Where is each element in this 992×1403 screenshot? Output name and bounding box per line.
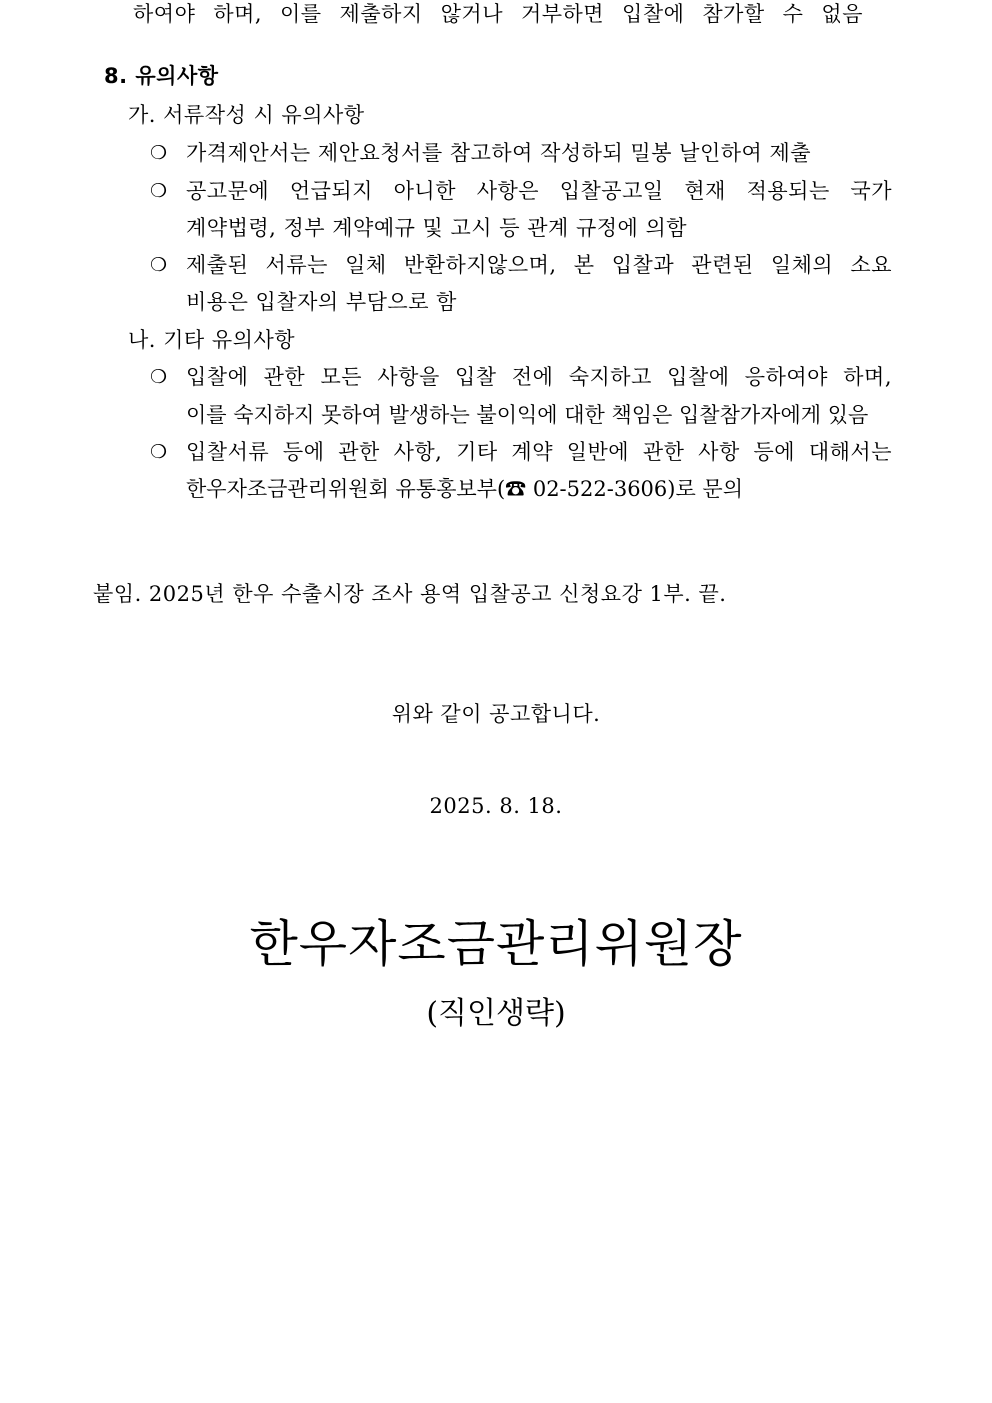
circle-bullet-icon: ❍ (150, 441, 168, 463)
continuation-line: 하여야 하며, 이를 제출하지 않거나 거부하면 입찰에 참가할 수 없음 (133, 2, 863, 26)
list-item (150, 363, 892, 391)
circle-bullet-icon: ❍ (150, 254, 168, 276)
closing-statement: 위와 같이 공고합니다. (391, 702, 601, 726)
list-item-continuation: 이를 숙지하지 못하여 발생하는 불이익에 대한 책임은 입찰참가자에게 있음 (186, 403, 869, 427)
list-item-text: 입찰에 관한 모든 사항을 입찰 전에 숙지하고 입찰에 응하여야 하며, (186, 365, 892, 389)
list-item (150, 139, 892, 167)
seal-omitted-note: (직인생략) (426, 996, 566, 1031)
list-item-text: 제출된 서류는 일체 반환하지않으며, 본 입찰과 관련된 일체의 소요 (186, 253, 892, 277)
circle-bullet-icon: ❍ (150, 366, 168, 388)
notice-date: 2025. 8. 18. (429, 794, 563, 818)
list-item-text: 가격제안서는 제안요청서를 참고하여 작성하되 밀봉 날인하여 제출 (186, 141, 812, 165)
attachment-line: 붙임. 2025년 한우 수출시장 조사 용역 입찰공고 신청요강 1부. 끝. (93, 582, 727, 606)
circle-bullet-icon: ❍ (150, 142, 168, 164)
section-8-title: 8. 유의사항 (104, 64, 219, 88)
list-item-continuation: 비용은 입찰자의 부담으로 함 (186, 290, 457, 314)
list-item-continuation: 한우자조금관리위원회 유통홍보부(☎ 02-522-3606)로 문의 (186, 477, 743, 501)
subsection-a-title: 가. 서류작성 시 유의사항 (128, 103, 365, 127)
subsection-b-title: 나. 기타 유의사항 (128, 328, 296, 352)
issuer-name: 한우자조금관리위원장 (249, 915, 743, 973)
list-item (150, 251, 892, 279)
circle-bullet-icon: ❍ (150, 180, 168, 202)
list-item-continuation: 계약법령, 정부 계약예규 및 고시 등 관계 규정에 의함 (186, 216, 688, 240)
list-item-text: 공고문에 언급되지 아니한 사항은 입찰공고일 현재 적용되는 국가 (186, 179, 892, 203)
list-item-text: 입찰서류 등에 관한 사항, 기타 계약 일반에 관한 사항 등에 대해서는 (186, 440, 892, 464)
list-item (150, 438, 892, 466)
list-item (150, 177, 892, 205)
